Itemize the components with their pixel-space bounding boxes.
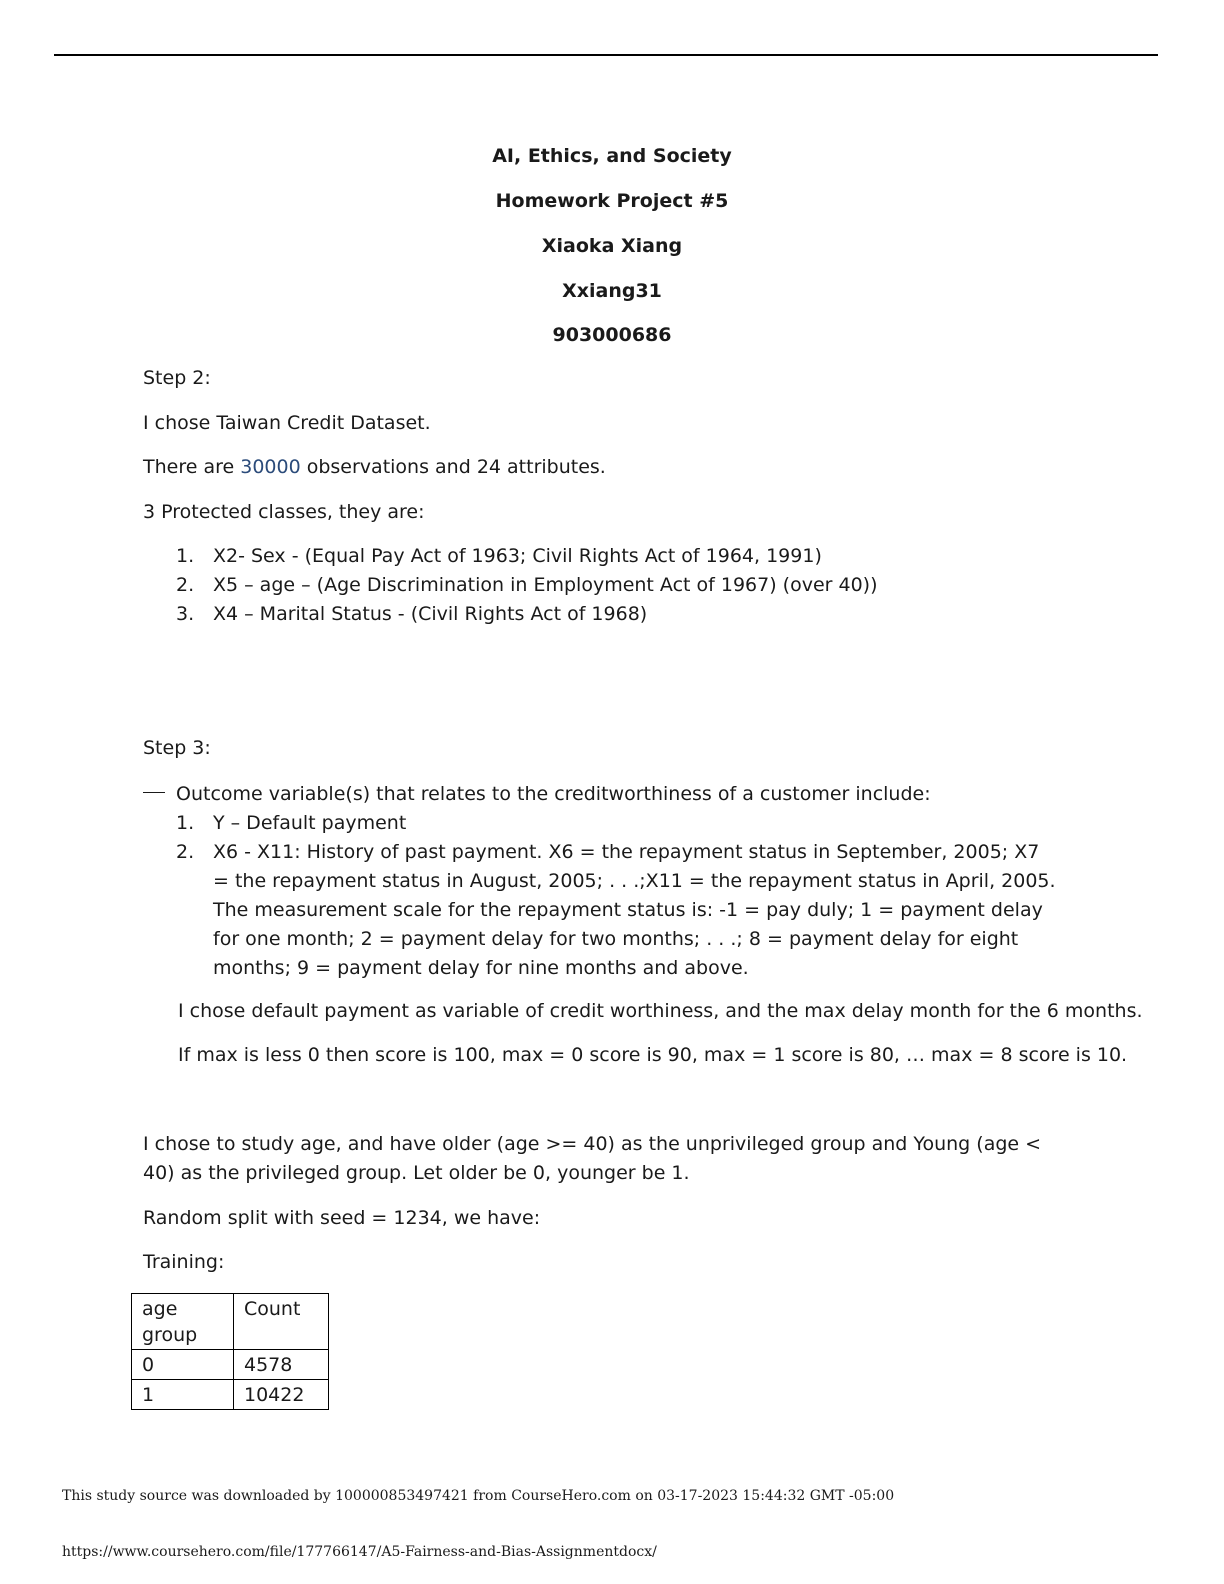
student-name: Xiaoka Xiang [541,235,683,257]
table-header-row [132,1294,329,1350]
list-text: X5 – age – (Age Discrimination in Employment Act of 1967) (over 40)) [213,574,878,596]
table-row [132,1380,329,1410]
outcome-intro [143,780,931,809]
list-number: 2. [176,574,195,596]
list-item [176,542,878,571]
table-cell: 4578 [234,1350,329,1380]
table-cell: 10422 [234,1380,329,1410]
list-number: 1. [176,545,195,567]
age-study-paragraph: I chose to study age, and have older (age >= 40) as the unprivileged group and Young (age < 40) as the privileged group. Let older be 0, younger be 1. [143,1133,1042,1184]
assignment-title: Homework Project #5 [495,190,729,212]
table-row [132,1350,329,1380]
dataset-line: I chose Taiwan Credit Dataset. [143,412,431,434]
observations-suffix: observations and 24 attributes. [300,456,606,478]
outcomes-list [176,809,1056,983]
dash-marker [143,792,165,793]
list-number: 3. [176,603,195,625]
list-item [176,838,1056,983]
table-header-cell: Count [234,1294,329,1350]
split-line: Random split with seed = 1234, we have: [143,1207,541,1229]
outcome-intro-text: Outcome variable(s) that relates to the creditworthiness of a customer include: [176,783,931,805]
score-line: If max is less 0 then score is 100, max = 0 score is 90, max = 1 score is 80, … max = 8 score is 10. [178,1044,1128,1066]
list-text: Y – Default payment [213,812,407,834]
download-notice: This study source was downloaded by 100000853497421 from CourseHero.com on 03-17-2023 15:44:32 GMT -05:00 [62,1488,895,1504]
list-text: X2- Sex - (Equal Pay Act of 1963; Civil Rights Act of 1964, 1991) [213,545,822,567]
student-id: 903000686 [552,324,672,346]
student-username: Xxiang31 [562,280,662,302]
table-cell: 1 [132,1380,234,1410]
list-number: 1. [176,812,195,834]
source-url[interactable]: https://www.coursehero.com/file/177766147/A5-Fairness-and-Bias-Assignmentdocx/ [62,1544,657,1560]
training-label: Training: [143,1251,225,1273]
observations-prefix: There are [143,456,241,478]
table-header-cell: age group [132,1294,234,1350]
list-text: X6 - X11: History of past payment. X6 = the repayment status in September, 2005; X7 = the repayment status in August, 2005; . . .;X11 = the repayment status in April, 2005. The measurement scale for the repayment status is: -1 = pay duly; 1 = payment delay for one month; 2 = payment delay for two months; . . .; 8 = payment delay for eight months; 9 = payment delay for nine months and above. [213,841,1056,979]
training-count-table [131,1293,329,1410]
observations-line [143,453,606,482]
protected-intro: 3 Protected classes, they are: [143,501,425,523]
protected-classes-list [176,542,878,629]
top-rule [54,54,1158,56]
observations-count: 30000 [240,456,301,478]
list-item [176,571,878,600]
list-item [176,809,1056,838]
list-item [176,600,878,629]
step2-heading: Step 2: [143,367,211,389]
list-number: 2. [176,841,195,863]
table-cell: 0 [132,1350,234,1380]
list-text: X4 – Marital Status - (Civil Rights Act of 1968) [213,603,648,625]
choice-line: I chose default payment as variable of credit worthiness, and the max delay month for the 6 months. [178,1000,1143,1022]
step3-heading: Step 3: [143,737,211,759]
course-title: AI, Ethics, and Society [492,145,732,167]
